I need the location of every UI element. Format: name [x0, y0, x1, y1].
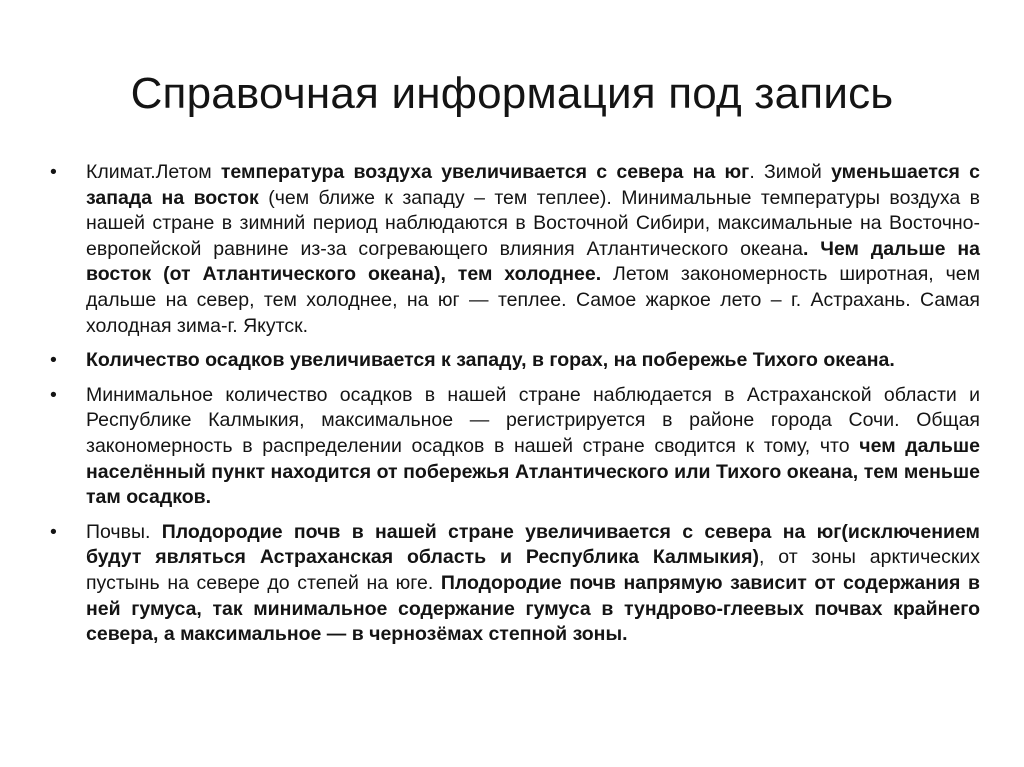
climate-text-4: Летом закономерность широтная, чем дальше на север, тем холоднее, на юг — теплее. Самое жаркое лето – г. Астрахань. Самая холодная зима-г. Якутск. [86, 263, 981, 337]
soils-bold-1: Плодородие почв в нашей стране увеличивается с севера на юг(исключением будут являться Астраханская область и Республика Калмыкия) [86, 520, 980, 569]
climate-bold-1: температура воздуха увеличивается с севера на юг [220, 161, 750, 183]
list-item-climate [50, 160, 980, 339]
bullet-icon: • [50, 349, 57, 372]
bullet-list [50, 160, 980, 657]
precipitation-rule-bold: Количество осадков увеличивается к западу, в горах, на побережье Тихого океана. [86, 349, 895, 372]
climate-text-2: . Зимой [749, 161, 832, 183]
precipitation-detail-bold: чем дальше населённый пункт находится от побережья Атлантического или Тихого океана, тем меньше там осадков. [86, 434, 980, 509]
precipitation-detail-text: Минимальное количество осадков в нашей стране наблюдается в Астраханской области и Республике Калмыкия, максимальное — регистрируется в районе города Сочи. Общая закономерность в распределении осадков в нашей стране сводится к тому, что [86, 383, 980, 457]
soils-text-2: , от зоны арктических пустынь на севере до степей на юге. [86, 546, 980, 594]
climate-bold-2: уменьшается с запада на восток [86, 161, 981, 209]
bullet-icon: • [50, 520, 57, 543]
soils-bold-2: Плодородие почв напрямую зависит от содержания в ней гумуса, так минимальное содержание гумуса в тундрово-глеевых почвах крайнего севера, а максимальное — в чернозёмах степной зоны. [86, 571, 980, 646]
list-item-precipitation-rule [50, 348, 980, 374]
soils-text-1: Почвы. [86, 520, 162, 543]
list-item-soils [50, 520, 980, 648]
list-item-precipitation-detail [50, 383, 980, 511]
bullet-icon: • [50, 161, 57, 183]
climate-bold-3: . Чем дальше на восток (от Атлантического океана), тем холоднее. [86, 237, 980, 286]
slide-title: Справочная информация под запись [130, 69, 894, 118]
climate-text-3: (чем ближе к западу – тем теплее). Минимальные температуры воздуха в нашей стране в зимний период наблюдаются в Восточной Сибири, максимальные на Восточно-европейской равнине из-за согревающего влияния Атлантического океана [86, 186, 980, 260]
bullet-icon: • [50, 383, 57, 406]
climate-text-1: Климат.Летом [86, 161, 221, 183]
